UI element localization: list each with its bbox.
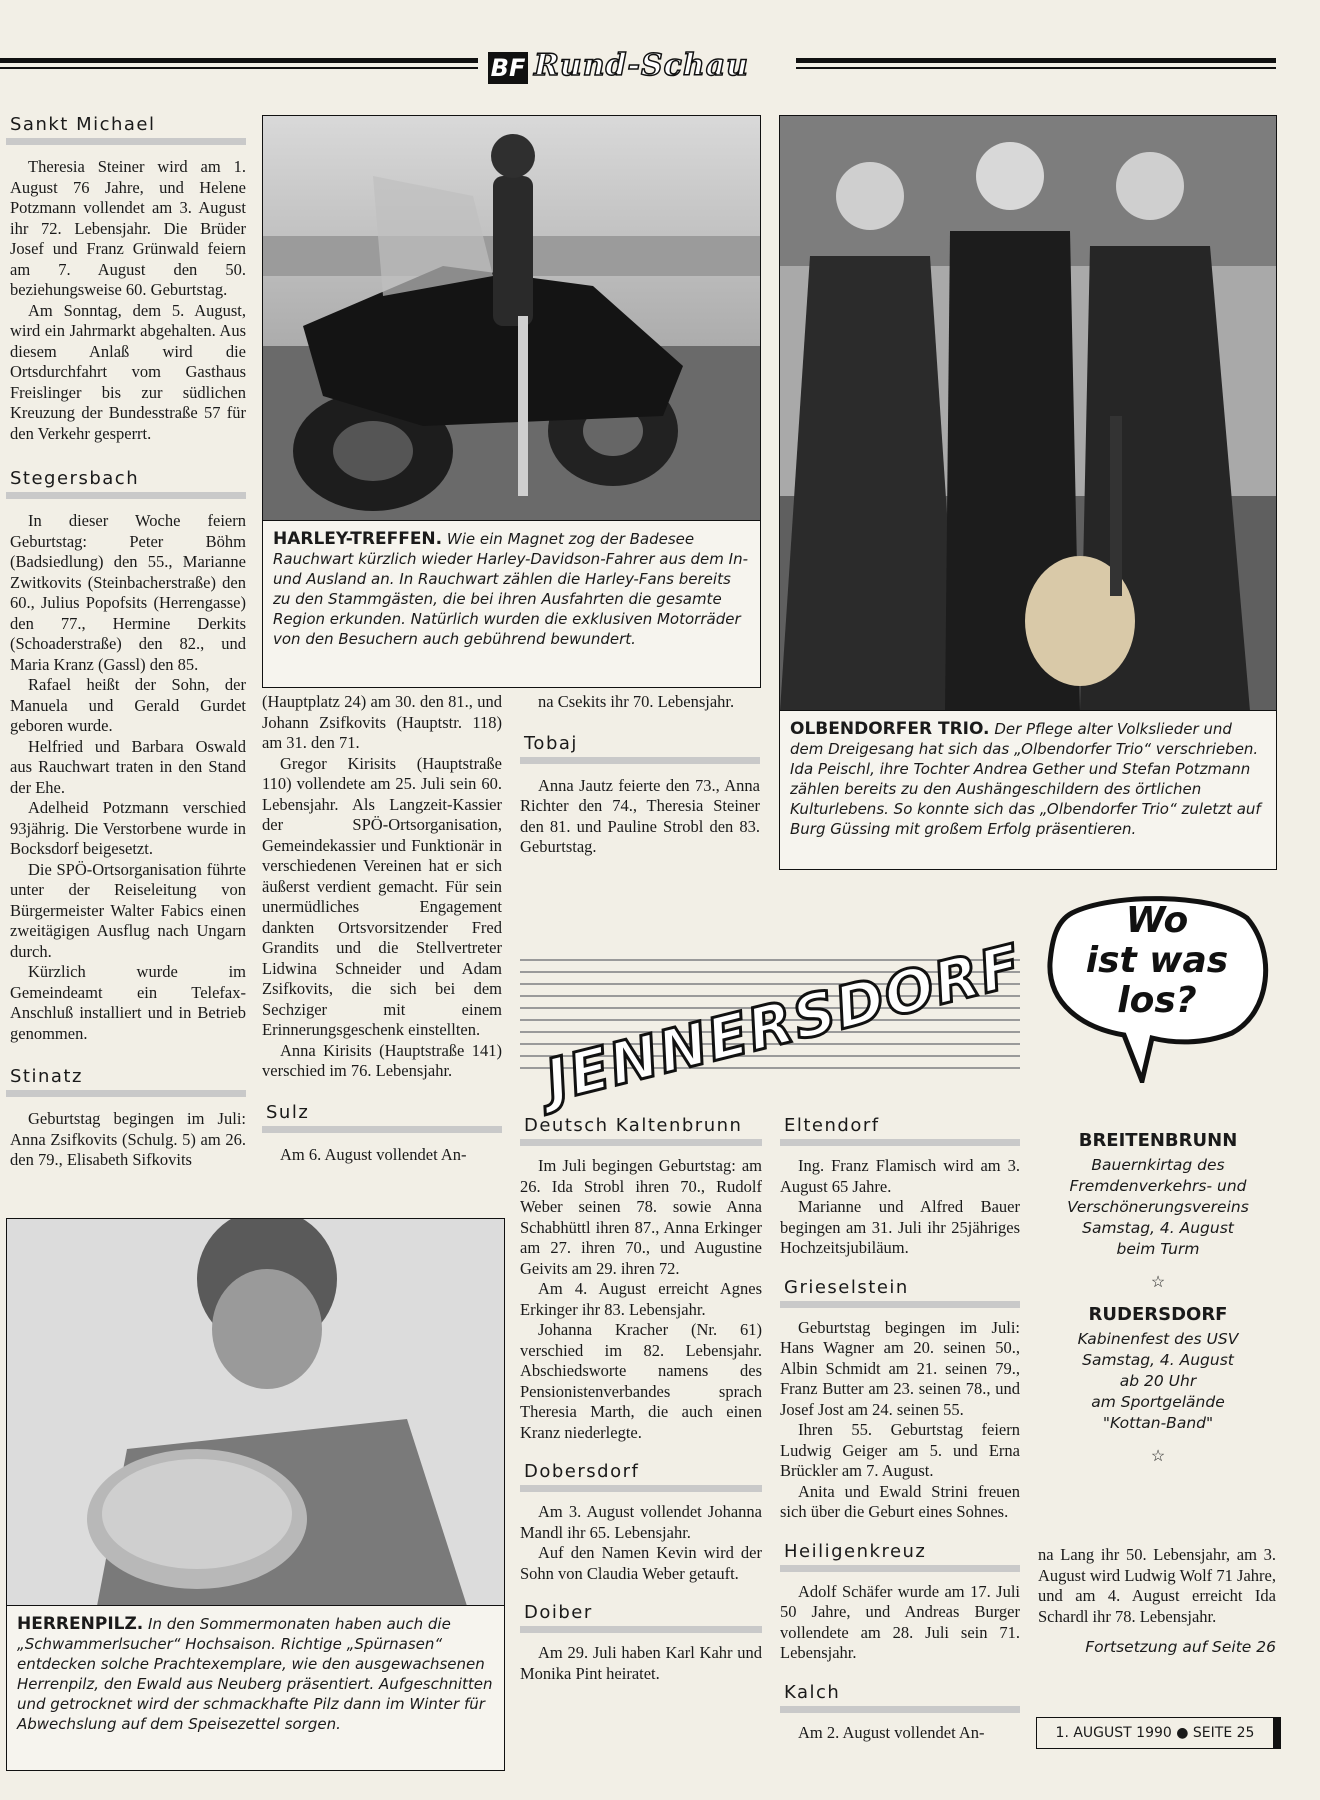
- heading-eltendorf: Eltendorf: [780, 1113, 1020, 1146]
- heading-grieselstein: Grieselstein: [780, 1275, 1020, 1308]
- article-deutsch-kaltenbrunn: [520, 1156, 762, 1443]
- continued-note: Fortsetzung auf Seite 26: [1085, 1638, 1276, 1656]
- page-footer: [1036, 1717, 1281, 1749]
- caption-text: Der Pflege alter Volkslieder und dem Dreigesang hat sich das „Olbendorfer Trio“ verschrieben. Ida Peischl, ihre Tochter Andrea Gether und Stefan Potzmann zählen bereits zu den Aushängeschildern des örtlichen Kulturlebens. So konnte sich das „Olbendorfer Trio“ zuletzt auf Burg Güssing mit großem Erfolg präsentieren.: [790, 720, 1261, 838]
- event-line: Bauernkirtag des: [1091, 1156, 1225, 1174]
- column-3: [520, 692, 760, 858]
- heading-doiber: Doiber: [520, 1600, 762, 1633]
- paragraph: Ihren 55. Geburtstag feiern Ludwig Geiger am 5. und Erna Brückler am 7. August.: [780, 1420, 1020, 1480]
- paragraph: na Csekits ihr 70. Lebensjahr.: [538, 692, 735, 711]
- star-divider: ☆: [1150, 1274, 1166, 1291]
- article-kalch: [780, 1723, 1020, 1744]
- masthead-rule-right-thin: [796, 67, 1276, 69]
- heading-stinatz: Stinatz: [6, 1064, 246, 1097]
- paragraph: Marianne und Alfred Bauer begingen am 31. Juli ihr 25jähriges Hochzeitsjubiläum.: [780, 1197, 1020, 1257]
- star-divider: ☆: [1150, 1448, 1166, 1465]
- bubble-line-1: Wo: [1125, 900, 1189, 941]
- heading-dobersdorf: Dobersdorf: [520, 1459, 762, 1492]
- paragraph: Am 6. August vollendet An-: [280, 1144, 467, 1164]
- masthead-rule-left-thin: [0, 67, 478, 69]
- paragraph: Am 29. Juli haben Karl Kahr und Monika Pint heiratet.: [520, 1643, 762, 1683]
- paragraph: na Lang ihr 50. Lebensjahr, am 3. August wird Ludwig Wolf 71 Jahre, und am 4. August erreicht Ida Schardl ihr 78. Lebensjahr.: [1038, 1545, 1276, 1626]
- heading-kalch: Kalch: [780, 1680, 1020, 1713]
- paragraph: (Hauptplatz 24) am 30. den 81., und Johann Zsifkovits (Hauptstr. 118) am 31. den 71.: [262, 692, 502, 752]
- event-line: Verschönerungsvereins: [1067, 1198, 1249, 1216]
- caption-title: HARLEY-TREFFEN.: [273, 529, 443, 549]
- paragraph: Anna Kirisits (Hauptstraße 141) verschied im 76. Lebensjahr.: [262, 1040, 502, 1080]
- heading-stegersbach: Stegersbach: [6, 466, 246, 499]
- bubble-line-3: los?: [1117, 980, 1197, 1021]
- masthead-logo: BF: [488, 52, 528, 84]
- footer-bullet: ●: [1176, 1725, 1189, 1741]
- paragraph: Geburtstag begingen im Juli: Hans Wagner am 20. seinen 50., Albin Schmidt am 21. seinen 79., Franz Butter am 23. seinen 78., und Josef Jost am 24. seinen 55.: [780, 1317, 1020, 1419]
- caption-text: In den Sommermonaten haben auch die „Schwammerlsucher“ Hochsaison. Richtige „Spürnasen“ entdecken solche Prachtexemplare, wie den ausgewachsenen Herrenpilz, den Ewald aus Neuberg präsentiert. Aufgeschnitten und getrocknet wird der schmackhafte Pilz dann im Winter für Abwechslung auf dem Speisezettel sorgen.: [17, 1615, 493, 1733]
- herrenpilz-photo: [6, 1218, 505, 1607]
- harley-caption: [262, 520, 761, 688]
- trio-photo: [779, 115, 1277, 712]
- paragraph: Geburtstag begingen im Juli: Anna Zsifkovits (Schulg. 5) am 26. den 79., Elisabeth Sifkovits: [10, 1109, 246, 1169]
- heading-deutsch-kaltenbrunn: Deutsch Kaltenbrunn: [520, 1113, 762, 1146]
- paragraph: Am 3. August vollendet Johanna Mandl ihr 65. Lebensjahr.: [520, 1502, 762, 1542]
- event-line: am Sportgelände: [1091, 1393, 1225, 1411]
- speech-bubble: [1042, 893, 1272, 1083]
- paragraph: Anita und Ewald Strini freuen sich über die Geburt eines Sohnes.: [780, 1481, 1020, 1521]
- jennersdorf-banner: [520, 930, 1029, 1115]
- masthead-rule-left: [0, 58, 478, 63]
- event-line: "Kottan-Band": [1102, 1414, 1214, 1432]
- event-line: Samstag, 4. August: [1082, 1219, 1234, 1237]
- paragraph: Am 4. August erreicht Agnes Erkinger ihr 83. Lebensjahr.: [520, 1279, 762, 1319]
- paragraph: Gregor Kirisits (Hauptstraße 110) vollendete am 25. Juli sein 60. Lebensjahr. Als Langzeit-Kassier der SPÖ-Ortsorganisation, Gemeindekassier und Funktionär in verschiedenen Vereinen hat er sich äußerst verdient gemacht. Für sein unermüdliches Engagement dankten Ortsvorsitzender Fred Grandits und die Stellvertreter Lidwina Schneider und Adam Zsifkovits, die sich bei dem Sechziger mit einem Erinnerungsgeschenk einstellten.: [262, 753, 502, 1039]
- event-rudersdorf: [1040, 1304, 1276, 1434]
- column-1: [6, 112, 246, 1171]
- paragraph: Am 2. August vollendet An-: [798, 1722, 985, 1742]
- harley-photo: [262, 115, 761, 522]
- paragraph: Kürzlich wurde im Gemeindeamt ein Telefax-Anschluß installiert und in Betrieb genommen.: [10, 962, 246, 1043]
- article-stinatz: [6, 1109, 246, 1171]
- herrenpilz-caption: [6, 1605, 505, 1771]
- event-place: BREITENBRUNN: [1078, 1130, 1238, 1151]
- paragraph: Am Sonntag, dem 5. August, wird ein Jahrmarkt abgehalten. Aus diesem Anlaß wird die Ortsdurchfahrt vom Gasthaus Freislinger bis zur südlichen Kreuzung der Bundesstraße 57 für den Verkehr gesperrt.: [10, 300, 246, 443]
- paragraph: Adolf Schäfer wurde am 17. Juli 50 Jahre, und Andreas Burger vollendete am 28. Juli sein 71. Lebensjahr.: [780, 1581, 1020, 1662]
- article-dobersdorf: [520, 1502, 762, 1584]
- footer-date: 1. AUGUST 1990: [1055, 1725, 1172, 1741]
- paragraph: Ing. Franz Flamisch wird am 3. August 65 Jahre.: [780, 1156, 1020, 1196]
- banner-title: JENNERSDORF: [538, 930, 1029, 1115]
- article-stegersbach: [6, 511, 246, 1044]
- paragraph: Helfried und Barbara Oswald aus Rauchwart traten in den Stand der Ehe.: [10, 736, 246, 797]
- paragraph: Rafael heißt der Sohn, der Manuela und Gerald Gurdet geboren wurde.: [10, 675, 246, 735]
- paragraph: Adelheid Potzmann verschied 93jährig. Die Verstorbene wurde in Bocksdorf beigesetzt.: [10, 798, 246, 858]
- masthead-section-title: Rund-Schau: [534, 48, 749, 83]
- article-grieselstein: [780, 1318, 1020, 1523]
- caption-title: HERRENPILZ.: [17, 1614, 144, 1634]
- heading-sulz: Sulz: [262, 1100, 502, 1133]
- article-doiber: [520, 1643, 762, 1684]
- column-4: [520, 1113, 762, 1684]
- heading-heiligenkreuz: Heiligenkreuz: [780, 1539, 1020, 1572]
- paragraph: In dieser Woche feiern Geburtstag: Peter Böhm (Badsiedlung) den 55., Marianne Zwitkovits (Steinbacherstraße) den 60., Julius Popofsits (Herrengasse) den 77., Hermine Derkits (Schoaderstraße) den 82., und Maria Kranz (Gassl) den 85.: [10, 511, 246, 674]
- paragraph: Johanna Kracher (Nr. 61) verschied im 82. Lebensjahr. Abschiedsworte namens des Pensionistenverbandes sprach Theresia Marth, die auch einen Kranz niederlegte.: [520, 1320, 762, 1442]
- motorcycle-image: [263, 116, 760, 521]
- paragraph: Auf den Namen Kevin wird der Sohn von Claudia Weber getauft.: [520, 1543, 762, 1583]
- event-line: Samstag, 4. August: [1082, 1351, 1234, 1369]
- event-line: beim Turm: [1116, 1240, 1200, 1258]
- article-heiligenkreuz: [780, 1582, 1020, 1664]
- boy-mushroom-image: [7, 1219, 504, 1606]
- footer-page: SEITE 25: [1192, 1725, 1255, 1741]
- heading-sankt-michael: Sankt Michael: [6, 112, 246, 145]
- article-eltendorf: [780, 1156, 1020, 1259]
- column-5: [780, 1113, 1020, 1743]
- caption-text: Wie ein Magnet zog der Badesee Rauchwart kürzlich wieder Harley-Davidson-Fahrer aus dem In- und Ausland an. In Rauchwart zählen die Harley-Fans bereits zu den Stammgästen, die bei ihren Ausfahrten die gesamte Region erkunden. Natürlich wurden die exklusiven Motorräder von den Besuchern auch gebührend bewundert.: [273, 530, 749, 648]
- event-breitenbrunn: [1040, 1130, 1276, 1260]
- paragraph: Anna Jautz feierte den 73., Anna Richter den 74., Theresia Steiner den 81. und Pauline Strobl den 83. Geburtstag.: [520, 775, 760, 856]
- heading-tobaj: Tobaj: [520, 731, 760, 764]
- event-place: RUDERSDORF: [1088, 1304, 1228, 1325]
- events-list: [1040, 1130, 1276, 1478]
- paragraph: Theresia Steiner wird am 1. August 76 Jahre, und Helene Potzmann vollendet am 3. August ihr 72. Lebensjahr. Die Brüder Josef und Franz Grünwald feiern am 7. August den 50. beziehungsweise 60. Geburtstag.: [10, 157, 246, 299]
- bubble-line-2: ist was: [1085, 940, 1229, 981]
- column-6-tail: [1038, 1545, 1276, 1658]
- event-line: Kabinenfest des USV: [1077, 1330, 1239, 1348]
- article-sankt-michael: [6, 157, 246, 444]
- caption-title: OLBENDORFER TRIO.: [790, 719, 990, 739]
- event-line: Fremdenverkehrs- und: [1069, 1177, 1247, 1195]
- paragraph: Die SPÖ-Ortsorganisation führte unter der Reiseleitung von Bürgermeister Walter Fabics einen zweitägigen Ausflug nach Ungarn durch.: [10, 859, 246, 961]
- column-2: [262, 692, 502, 1165]
- masthead-rule-right: [796, 58, 1276, 63]
- paragraph: Im Juli begingen Geburtstag: am 26. Ida Strobl ihren 70., Rudolf Weber seinen 78. sowie Anna Schabhüttl ihren 87., Anna Erkinger am 27. ihren 70., und Augustine Geivits am 29. ihren 72.: [520, 1156, 762, 1278]
- event-line: ab 20 Uhr: [1119, 1372, 1197, 1390]
- trio-image: [780, 116, 1276, 711]
- trio-caption: [779, 710, 1277, 870]
